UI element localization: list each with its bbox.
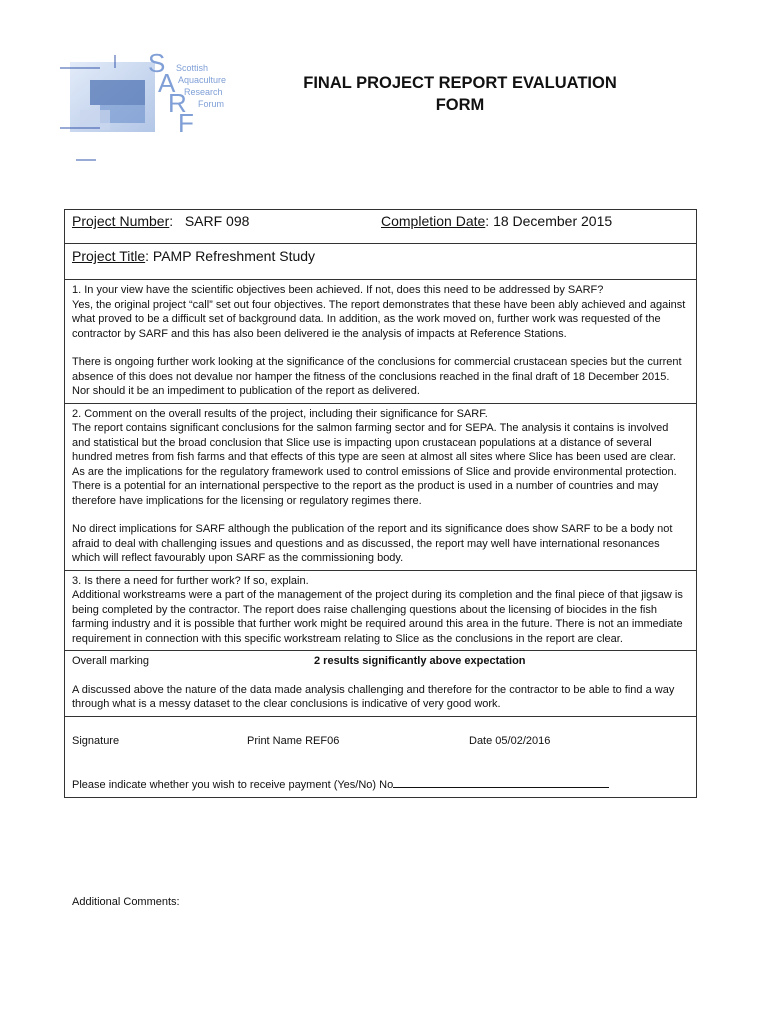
svg-text:Research: Research bbox=[184, 87, 223, 97]
svg-text:R: R bbox=[168, 88, 187, 118]
title-line-2: FORM bbox=[435, 96, 485, 114]
evaluation-form bbox=[64, 209, 697, 798]
question-1-section bbox=[65, 280, 696, 404]
overall-marking-comment: A discussed above the nature of the data made analysis challenging and therefore for the contractor to be able to find a way through what is a messy dataset to the clear conclusions is indicative of very good work. bbox=[72, 683, 675, 710]
answer-2-paragraph-1: The report contains significant conclusions for the salmon farming sector and for SEPA. The analysis it contains is involved and statistical but the broad conclusion that Slice use is impacting upon crustacean populations at a distance of several hundred metres from fish farms and that effects of this type are seen at almost all sites where Slice has been used are clear. As are the implications for the regulatory framework used to control emissions of Slice and provide environmental protection. There is a potential for an international perspective to the report as the product is used in a number of countries and may therefore have implications for the licensing or regulatory regimes there. bbox=[72, 422, 677, 507]
completion-date-value: 18 December 2015 bbox=[493, 213, 613, 229]
svg-text:F: F bbox=[178, 108, 194, 138]
svg-text:S: S bbox=[148, 50, 166, 78]
question-3: 3. Is there a need for further work? If so, explain. bbox=[72, 574, 309, 587]
project-number: Project Number: SARF 098 bbox=[72, 213, 250, 229]
project-title-label: Project Title bbox=[72, 248, 146, 264]
project-number-label: Project Number bbox=[72, 213, 170, 229]
payment-line bbox=[72, 778, 689, 793]
completion-date: Completion Date: 18 December 2015 bbox=[381, 213, 613, 229]
completion-date-label: Completion Date bbox=[381, 213, 486, 229]
title-line-1: FINAL PROJECT REPORT EVALUATION bbox=[303, 74, 617, 92]
question-3-section bbox=[65, 571, 696, 652]
payment-question: Please indicate whether you wish to receive payment (Yes/No) No bbox=[72, 779, 394, 791]
overall-marking-value: 2 results significantly above expectation bbox=[314, 655, 526, 667]
page-title bbox=[270, 72, 650, 116]
question-1: 1. In your view have the scientific objectives been achieved. If not, does this need to be addressed by SARF? bbox=[72, 284, 604, 296]
answer-3-paragraph-1: Additional workstreams were a part of the management of the project during its completion and the final piece of that jigsaw is being completed by the contractor. The report does raise challenging questions about the licensing of biocides in the fish farming industry and it is possible that further work might be required around this area in the future. There is not an immediate requirement in connection with this specific workstream relating to Slice as the conclusions in the report are clear. bbox=[72, 589, 683, 645]
project-number-value: SARF 098 bbox=[184, 213, 250, 229]
answer-1-paragraph-1: Yes, the original project “call” set out four objectives. The report demonstrates that these have been ably achieved and against what proved to be a difficult set of background data. In addition, as the work moved on, further work was requested of the contractor by SARF and this has also been delivered ie the analysis of impacts at Reference Stations. bbox=[72, 298, 686, 340]
signoff-line bbox=[72, 734, 689, 749]
print-name: Print Name REF06 bbox=[247, 734, 340, 747]
question-2: 2. Comment on the overall results of the project, including their significance for SARF. bbox=[72, 407, 488, 420]
question-2-section bbox=[65, 404, 696, 571]
overall-marking-label: Overall marking bbox=[72, 655, 150, 667]
signoff-section bbox=[65, 717, 696, 797]
payment-underline bbox=[393, 787, 609, 788]
svg-text:Aquaculture: Aquaculture bbox=[178, 75, 227, 85]
overall-marking-section bbox=[65, 651, 696, 717]
signature-label: Signature bbox=[72, 734, 120, 747]
svg-text:Forum: Forum bbox=[198, 99, 225, 109]
sarf-logo bbox=[60, 50, 250, 170]
svg-text:Scottish: Scottish bbox=[176, 63, 209, 73]
overall-marking-line bbox=[72, 654, 689, 669]
project-title-row: Project Title: PAMP Refreshment Study bbox=[65, 244, 696, 280]
project-title-value: PAMP Refreshment Study bbox=[152, 248, 316, 264]
project-number-row bbox=[65, 210, 696, 244]
svg-text:A: A bbox=[158, 68, 176, 98]
answer-2-paragraph-2: No direct implications for SARF although the publication of the report and its significance does show SARF to be a body not afraid to deal with challenging issues and questions and as discussed, the report may well have international resonances which will reflect favourably upon SARF as the commissioning body. bbox=[72, 523, 673, 564]
answer-1-paragraph-2: There is ongoing further work looking at the significance of the conclusions for commercial crustacean species but the current absence of this does not devalue nor hamper the fitness of the conclusions reached in the final draft of 18 December 2015. Nor should it be an impediment to publication of the report as delivered. bbox=[72, 356, 682, 397]
additional-comments-label: Additional Comments: bbox=[72, 896, 180, 908]
signoff-date: Date 05/02/2016 bbox=[469, 734, 551, 747]
